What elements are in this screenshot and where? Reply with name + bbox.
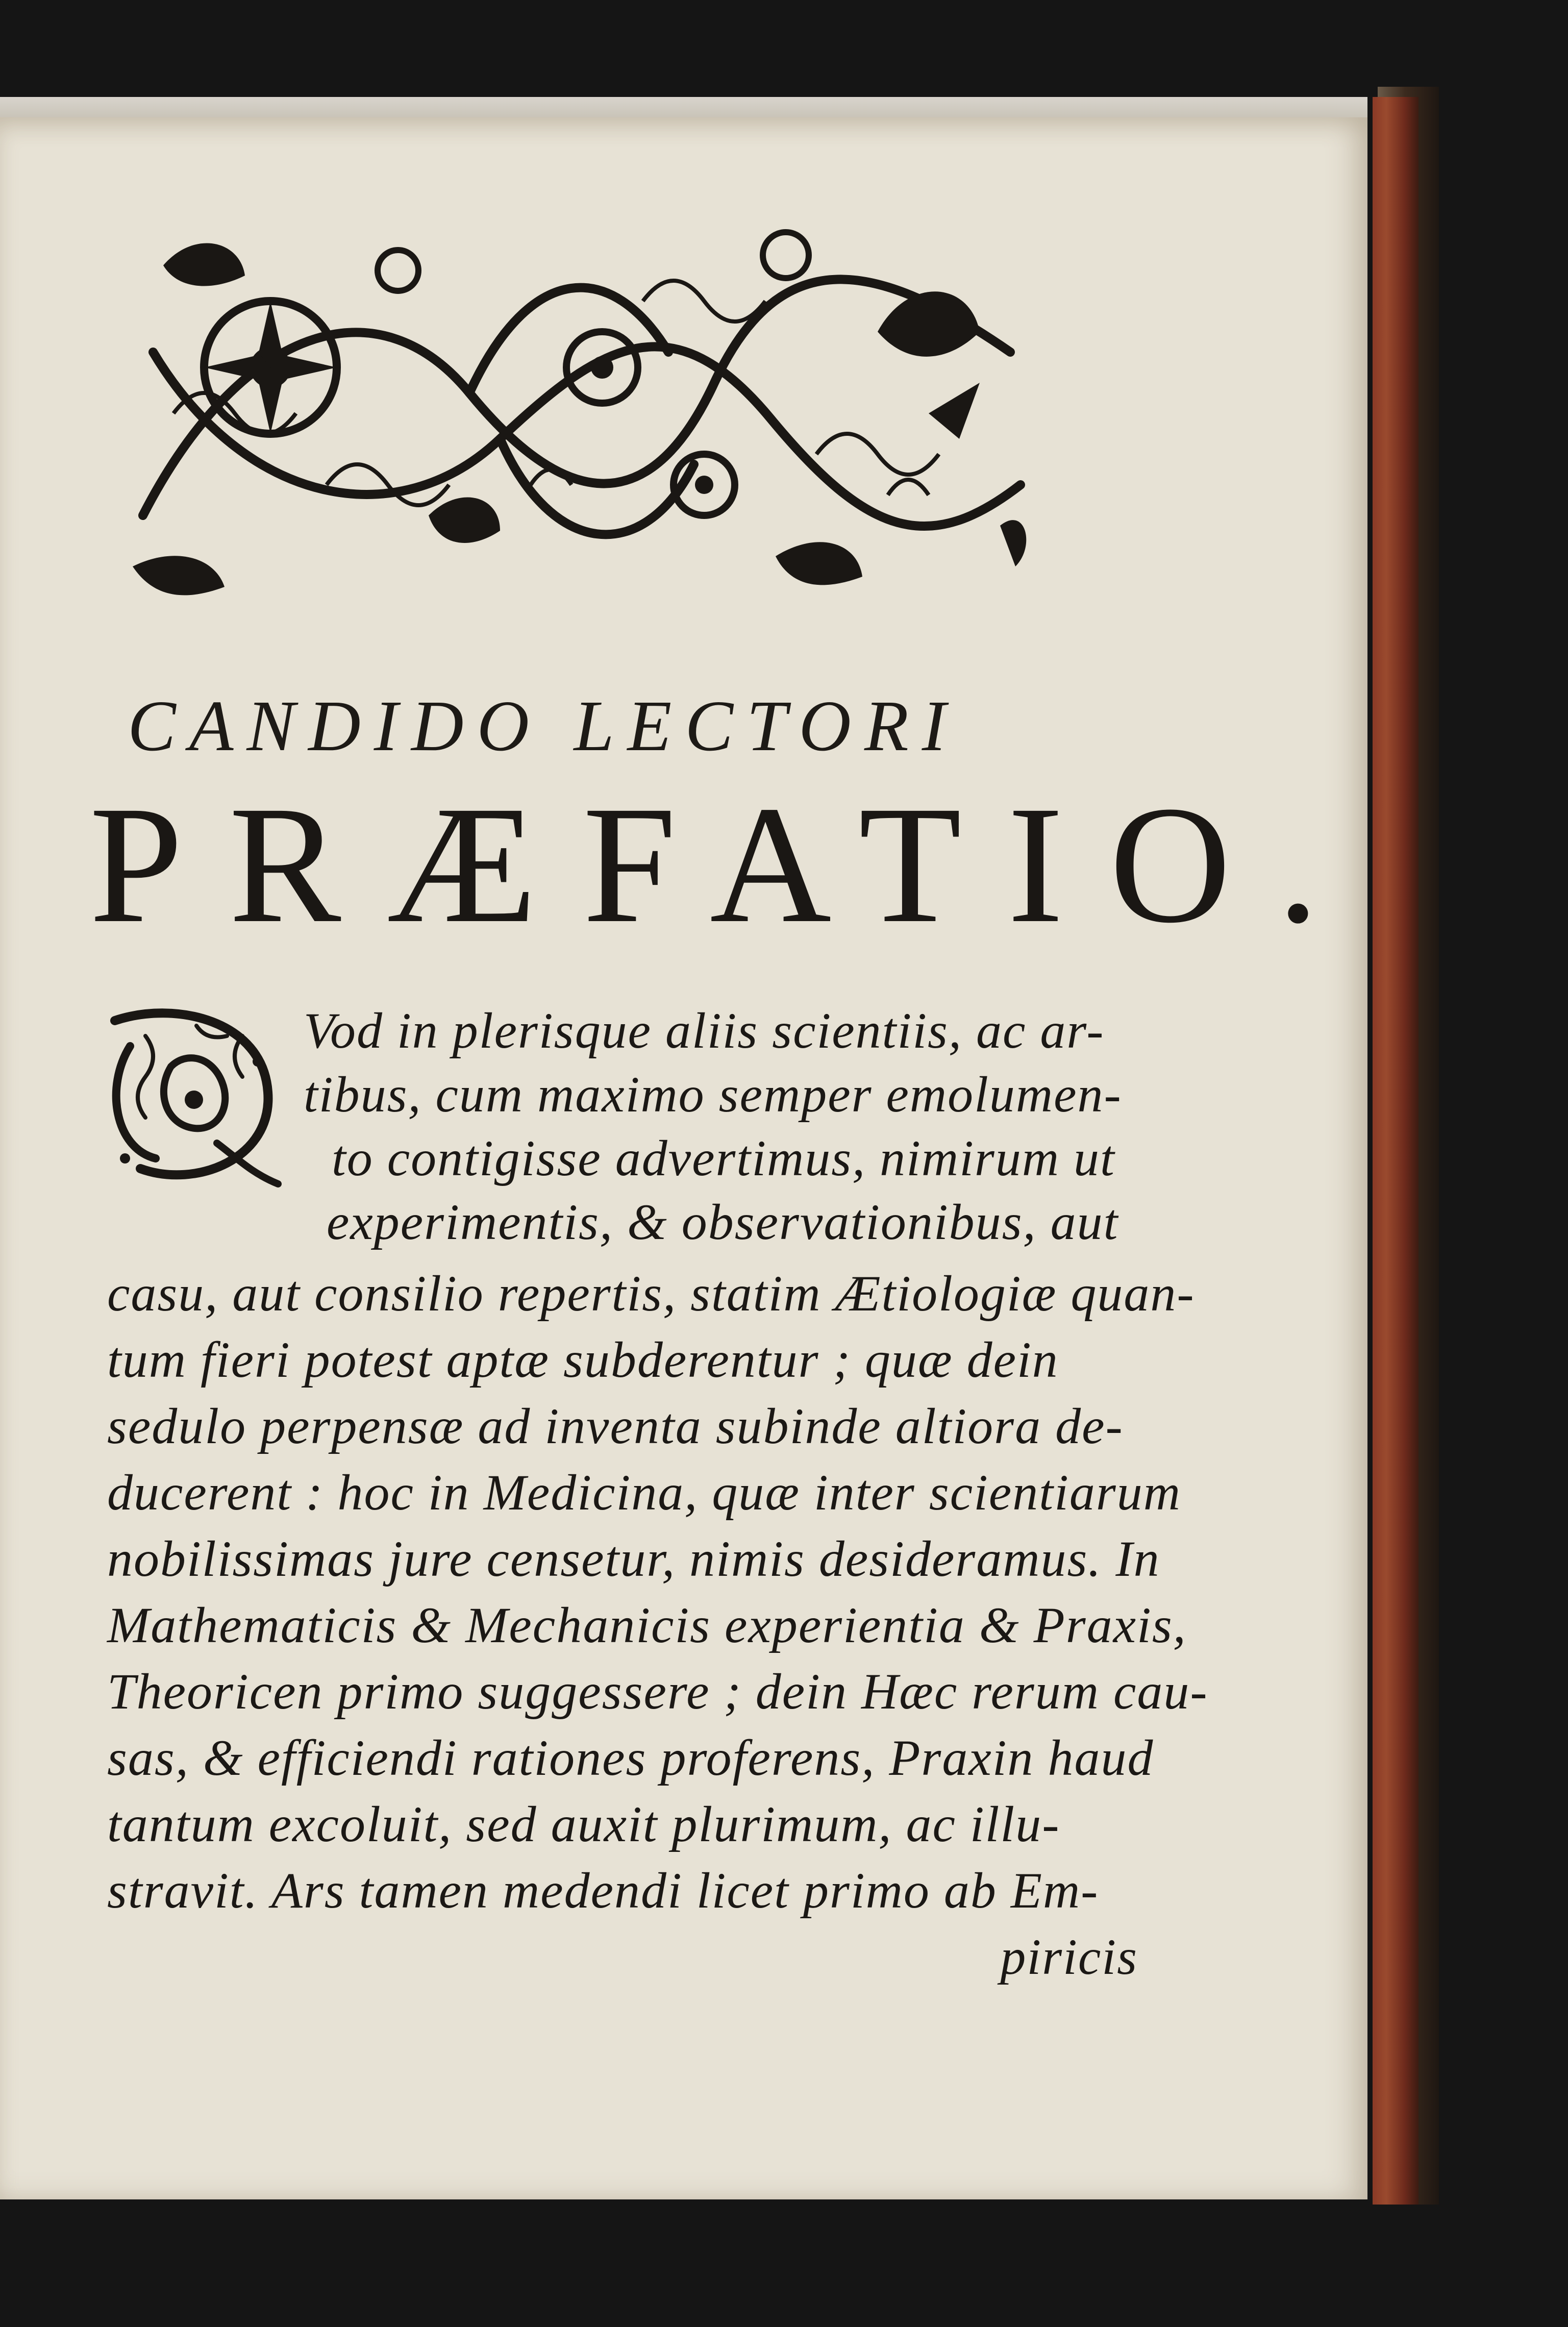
floral-headpiece-icon	[112, 199, 1041, 612]
body-line: nobilissimas jure censetur, nimis desideramus. In	[107, 1530, 1160, 1587]
body-line: sas, & efficiendi rationes proferens, Praxin haud	[107, 1729, 1154, 1786]
body-line: experimentis, & observationibus, aut	[327, 1194, 1119, 1250]
ornamental-initial-q-icon	[94, 1005, 286, 1197]
body-line: ducerent : hoc in Medicina, quæ inter scientiarum	[107, 1464, 1181, 1521]
cover-binding-edge	[1373, 97, 1418, 2205]
body-line: tum fieri potest aptæ subderentur ; quæ dein	[107, 1331, 1059, 1388]
page-edges	[0, 97, 1367, 117]
page-title: PRÆFATIO.	[89, 772, 1365, 958]
body-line: Theoricen primo suggessere ; dein Hæc rerum cau-	[107, 1663, 1208, 1720]
body-line: casu, aut consilio repertis, statim Ætiologiæ quan-	[107, 1265, 1195, 1322]
body-line: sedulo perpensæ ad inventa subinde altiora de-	[107, 1398, 1124, 1454]
catchword: piricis	[1000, 1928, 1138, 1985]
body-line: Mathematicis & Mechanicis experientia & Praxis,	[107, 1597, 1187, 1653]
body-line: to contigisse advertimus, nimirum ut	[332, 1130, 1115, 1186]
body-line: tantum excoluit, sed auxit plurimum, ac illu-	[107, 1796, 1060, 1852]
body-line: Vod in plerisque aliis scientiis, ac ar-	[304, 1002, 1105, 1059]
body-line: stravit. Ars tamen medendi licet primo ab Em-	[107, 1862, 1099, 1919]
body-line: tibus, cum maximo semper emolumen-	[304, 1066, 1122, 1123]
subtitle-candido-lectori: CANDIDO LECTORI	[128, 685, 960, 766]
